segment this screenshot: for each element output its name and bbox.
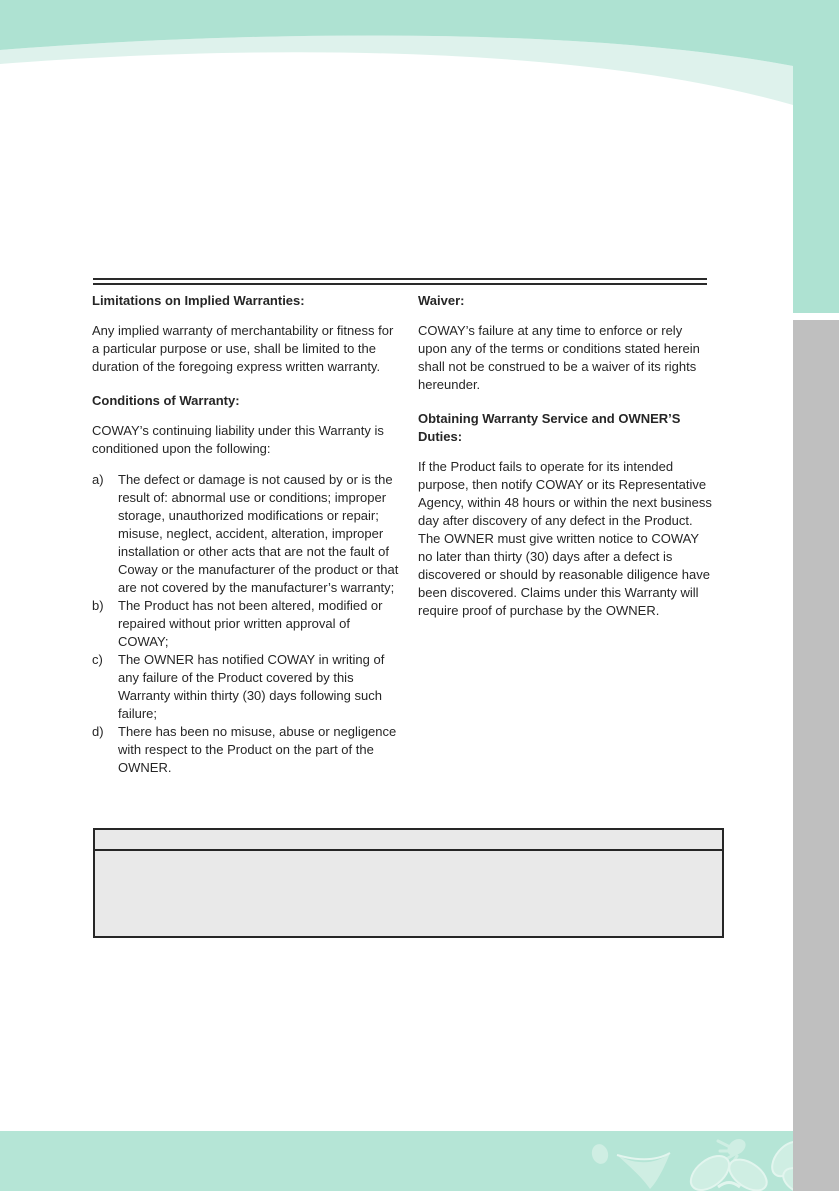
obtaining-service-heading: Obtaining Warranty Service and OWNER’S Duties: bbox=[418, 411, 681, 444]
conditions-list bbox=[92, 471, 402, 777]
rule-line-bottom bbox=[93, 283, 707, 285]
conditions-paragraph: COWAY’s continuing liability under this Warranty is conditioned upon the following: bbox=[92, 423, 384, 456]
limitations-heading: Limitations on Implied Warranties: bbox=[92, 293, 305, 308]
notes-table-body-row bbox=[95, 851, 722, 936]
list-item bbox=[92, 651, 402, 723]
warranty-text-columns bbox=[92, 292, 712, 777]
waiver-paragraph: COWAY’s failure at any time to enforce or rely upon any of the terms or conditions stated herein shall not be construed to be a waiver of its rights hereunder. bbox=[418, 323, 700, 392]
list-marker: b) bbox=[92, 598, 104, 613]
list-item bbox=[92, 597, 402, 651]
flower-leaves-icon bbox=[685, 1149, 772, 1191]
waiver-heading: Waiver: bbox=[418, 293, 465, 308]
header-swoosh-graphic bbox=[0, 0, 839, 320]
list-marker: d) bbox=[92, 724, 104, 739]
bud-icon bbox=[590, 1142, 611, 1165]
footer-leaf-decoration bbox=[560, 1125, 810, 1191]
right-column bbox=[418, 292, 712, 777]
list-item-text: The defect or damage is not caused by or is the result of: abnormal use or conditions; improper storage, unauthorized modifications or repair; misuse, neglect, accident, alteration, improper installation or other acts that are not the fault of Coway or the manufacturer of the product or that are not covered by the manufacturer’s warranty; bbox=[118, 472, 399, 595]
left-column bbox=[92, 292, 402, 777]
rule-line-top bbox=[93, 278, 707, 280]
notes-table-header-row bbox=[95, 830, 722, 851]
list-item-text: The OWNER has notified COWAY in writing of any failure of the Product covered by this Warranty within thirty (30) days following such failure; bbox=[118, 652, 385, 721]
list-item bbox=[92, 471, 402, 597]
list-item-text: There has been no misuse, abuse or negligence with respect to the Product on the part of the OWNER. bbox=[118, 724, 397, 775]
list-marker: c) bbox=[92, 652, 103, 667]
obtaining-service-paragraph: If the Product fails to operate for its intended purpose, then notify COWAY or its Representative Agency, within 48 hours or within the next business day after discovery of any defect in the Product. The OWNER must give written notice to COWAY no later than thirty (30) days after a defect is discovered or should by reasonable diligence have been discovered. Claims under this Warranty will require proof of purchase by the OWNER. bbox=[418, 459, 712, 618]
conditions-heading: Conditions of Warranty: bbox=[92, 393, 240, 408]
limitations-paragraph: Any implied warranty of merchantability or fitness for a particular purpose or use, shall be limited to the duration of the foregoing express written warranty. bbox=[92, 323, 394, 374]
notes-table bbox=[93, 828, 724, 938]
right-gray-strip-overlay bbox=[793, 320, 839, 1191]
double-rule bbox=[93, 278, 707, 285]
list-marker: a) bbox=[92, 472, 104, 487]
funnel-leaf-icon bbox=[617, 1153, 670, 1189]
list-item-text: The Product has not been altered, modified or repaired without prior written approval of COWAY; bbox=[118, 598, 383, 649]
list-item bbox=[92, 723, 402, 777]
